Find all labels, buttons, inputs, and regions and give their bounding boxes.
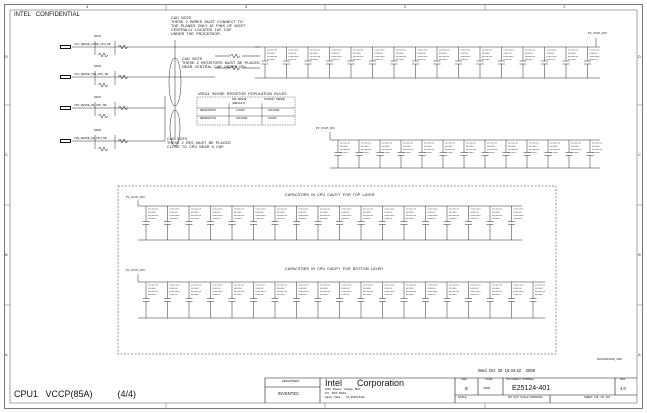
size-value: B (465, 386, 468, 391)
capacitor-symbol (422, 206, 438, 240)
capacitor-symbol (186, 282, 202, 318)
capacitor-symbol (401, 282, 417, 318)
sense-net-1: VCC_SENSE_CORE_CPU_SB (74, 43, 111, 46)
confidential-label: INTEL CONFIDENTIAL (14, 12, 80, 18)
rules-row1-ref: R6006,R6007 (200, 109, 217, 112)
grid-col-1-top: 1 (563, 4, 566, 9)
array-buses (138, 200, 545, 318)
grid-row-a: A (5, 352, 8, 357)
grid-row-d: D (5, 54, 8, 59)
capacitor-symbol (541, 47, 557, 78)
section-top-layer: CAPACITORS IN CPU CAVITY FOR TOP LAYER (285, 193, 375, 197)
capacitor-symbol (482, 140, 498, 168)
cad-note-res-close: CAD NOTE THESE 2 RES MUST BE PLACED CLOSE TO CPU NEAR A CAP (167, 137, 231, 149)
grid-row-b-right: B (638, 252, 641, 257)
department-label: DEPARTMENT (282, 380, 300, 383)
page-title: CPU1 VCCP(85A) (4/4) (14, 389, 137, 399)
grid-col-4-top: 4 (86, 4, 89, 9)
capacitor-symbol (520, 47, 536, 78)
capacitor-symbol (186, 206, 202, 240)
department: INVENTEC (278, 391, 300, 396)
capacitor-symbol (566, 140, 582, 168)
capacitor-symbol (584, 47, 600, 78)
capacitor-array (143, 47, 603, 318)
sense-net-3: VSS_SENSE_VR_CPU_SB (74, 104, 107, 107)
capacitor-symbol (315, 282, 331, 318)
section-bottom-layer: CAPACITORS IN CPU CAVITY FOR BOTTOM LAYER (285, 267, 383, 271)
port-sense-4 (60, 139, 71, 143)
rules-default: (DEFAULT) (232, 102, 246, 105)
grid-row-b: B (5, 252, 8, 257)
rules-col-die: DIE SENSE (232, 98, 247, 101)
capacitor-symbol (545, 140, 561, 168)
capacitor-symbol (262, 47, 278, 78)
cad-note-wires: CAD NOTE THESE 2 WIRES MUST CONNECT TO THE PLANES ONLY AT PINS OF MOST CENTRALLY LOCATED 1UF CAP UNDER THE PROCESSOR (171, 16, 246, 36)
capacitor-symbol (444, 282, 460, 318)
capacitor-symbol (315, 206, 331, 240)
capacitor-symbol (461, 140, 477, 168)
capacitor-symbol (358, 206, 374, 240)
capacitor-symbol (143, 282, 159, 318)
capacitor-symbol (465, 206, 481, 240)
sheet-number: SHEET 148 OF 218 (584, 396, 610, 399)
capacitor-symbol (358, 282, 374, 318)
inner-border (10, 10, 637, 403)
capacitor-symbol (336, 206, 352, 240)
net-vccp-right: PV_VCCP_CPU (588, 32, 608, 35)
capacitor-symbol (379, 282, 395, 318)
rules-row2-ref: R6008,R7101 (200, 117, 217, 120)
capacitor-symbol (293, 282, 309, 318)
grid-row-d-right: D (638, 54, 641, 59)
capacitor-symbol (229, 206, 245, 240)
capacitor-symbol (369, 47, 385, 78)
capacitor-symbol (587, 140, 603, 168)
plot-date: Wed Oct 29 16:34:42 2008 (478, 368, 535, 373)
scale-label: SCALE (458, 396, 467, 399)
capacitor-symbol (477, 47, 493, 78)
capacitor-symbol (487, 282, 503, 318)
capacitor-symbol (164, 206, 180, 240)
capacitor-symbol (356, 140, 372, 168)
capacitor-symbol (401, 206, 417, 240)
sense-ref-1: R1UP (94, 35, 101, 38)
rev-value: 4.0 (620, 386, 626, 391)
size-label: SIZE (461, 378, 467, 381)
capacitor-symbol (412, 47, 428, 78)
capacitor-symbol (434, 47, 450, 78)
capacitor-symbol (305, 47, 321, 78)
capacitor-symbol (440, 140, 456, 168)
port-sense-3 (60, 106, 71, 110)
capacitor-symbol (250, 282, 266, 318)
net-vccp-mid: PV_VCCP_CPU (316, 127, 336, 130)
upper-cap-bus (255, 38, 600, 168)
capacitor-symbol (379, 206, 395, 240)
address-line-2: P.O. BOX 58119 (325, 392, 346, 395)
capacitor-symbol (422, 282, 438, 318)
title-block-lines (265, 378, 637, 403)
capacitor-symbol (563, 47, 579, 78)
capacitor-symbol (293, 206, 309, 240)
capacitor-symbol (503, 140, 519, 168)
grid-row-a-right: A (638, 352, 641, 357)
capacitor-symbol (524, 140, 540, 168)
capacitor-symbol (487, 206, 503, 240)
capacitor-symbol (498, 47, 514, 78)
port-sense-1 (60, 45, 71, 49)
capacitor-symbol (508, 282, 524, 318)
capacitor-symbol (336, 282, 352, 318)
capacitor-symbol (207, 206, 223, 240)
capacitor-symbol (207, 282, 223, 318)
cad-note-resistors: CAD NOTE THESE 2 RESISTORS MUST BE PLACED NEAR CENTRAL CAP UNDER CPU (182, 57, 260, 69)
docnum-value: E25124-401 (512, 385, 551, 392)
capacitor-symbol (250, 206, 266, 240)
side-label: ROOHN/FROD_VRD (597, 358, 622, 361)
capacitor-symbol (465, 282, 481, 318)
grid-col-3-top: 3 (245, 4, 248, 9)
net-vccp-top-layer: PV_VCCP_CPU (126, 196, 146, 199)
sense-ref-2: R1DN (94, 65, 102, 68)
company-name: Intel Corporation (325, 378, 405, 388)
rules-row2-b: 0-OHM (268, 117, 277, 120)
capacitor-symbol (272, 282, 288, 318)
capacitor-symbol (391, 47, 407, 78)
grid-row-c: C (5, 152, 8, 157)
docnum-label: DOCUMENT NUMBER (506, 378, 534, 381)
rules-col-socket: SOCKET SENSE (264, 98, 285, 101)
grid-row-c-right: C (638, 152, 641, 157)
grid-col-2-top: 2 (404, 4, 407, 9)
sense-net-2: VCC_SENSE_VSS_CPU_SB (74, 73, 109, 76)
sense-net-4: VSS_SENSE_CR_CPU_SB (74, 137, 107, 140)
capacitor-symbol (455, 47, 471, 78)
sense-ref-3: R2UP (94, 96, 101, 99)
sense-ref-4: R2DN (94, 129, 102, 132)
capacitor-symbol (377, 140, 393, 168)
capacitor-symbol (283, 47, 299, 78)
address-line-1: 2200 Mission College Blvd (325, 388, 360, 391)
rev-label: REV (620, 378, 626, 381)
capacitor-symbol (508, 206, 524, 240)
capacitor-symbol (444, 206, 460, 240)
capacitor-symbol (272, 206, 288, 240)
capacitor-symbol (348, 47, 364, 78)
net-vccp-bottom-layer: PV_VCCP_CPU (126, 269, 146, 272)
rules-row2-a: 100-OHM (236, 117, 248, 120)
address-line-3: Santa Clara CA 95052-8119 (325, 396, 365, 399)
capacitor-symbol (164, 282, 180, 318)
capacitor-symbol (143, 206, 159, 240)
capacitor-symbol (326, 47, 342, 78)
capacitor-symbol (229, 282, 245, 318)
capacitor-symbol (419, 140, 435, 168)
port-sense-2 (60, 75, 71, 79)
scale-note: DO NOT SCALE DRAWING (508, 396, 543, 399)
rules-row1-b: 100-OHM (268, 109, 280, 112)
code-label: CODE (485, 378, 493, 381)
rules-row1-a: 0-OHM (236, 109, 245, 112)
rules-title: VRD11 SENSE RESISTOR POPULATION RULES (198, 92, 287, 96)
capacitor-symbol (530, 282, 546, 318)
capacitor-symbol (335, 140, 351, 168)
code-value: 34666 (483, 387, 491, 390)
capacitor-symbol (398, 140, 414, 168)
